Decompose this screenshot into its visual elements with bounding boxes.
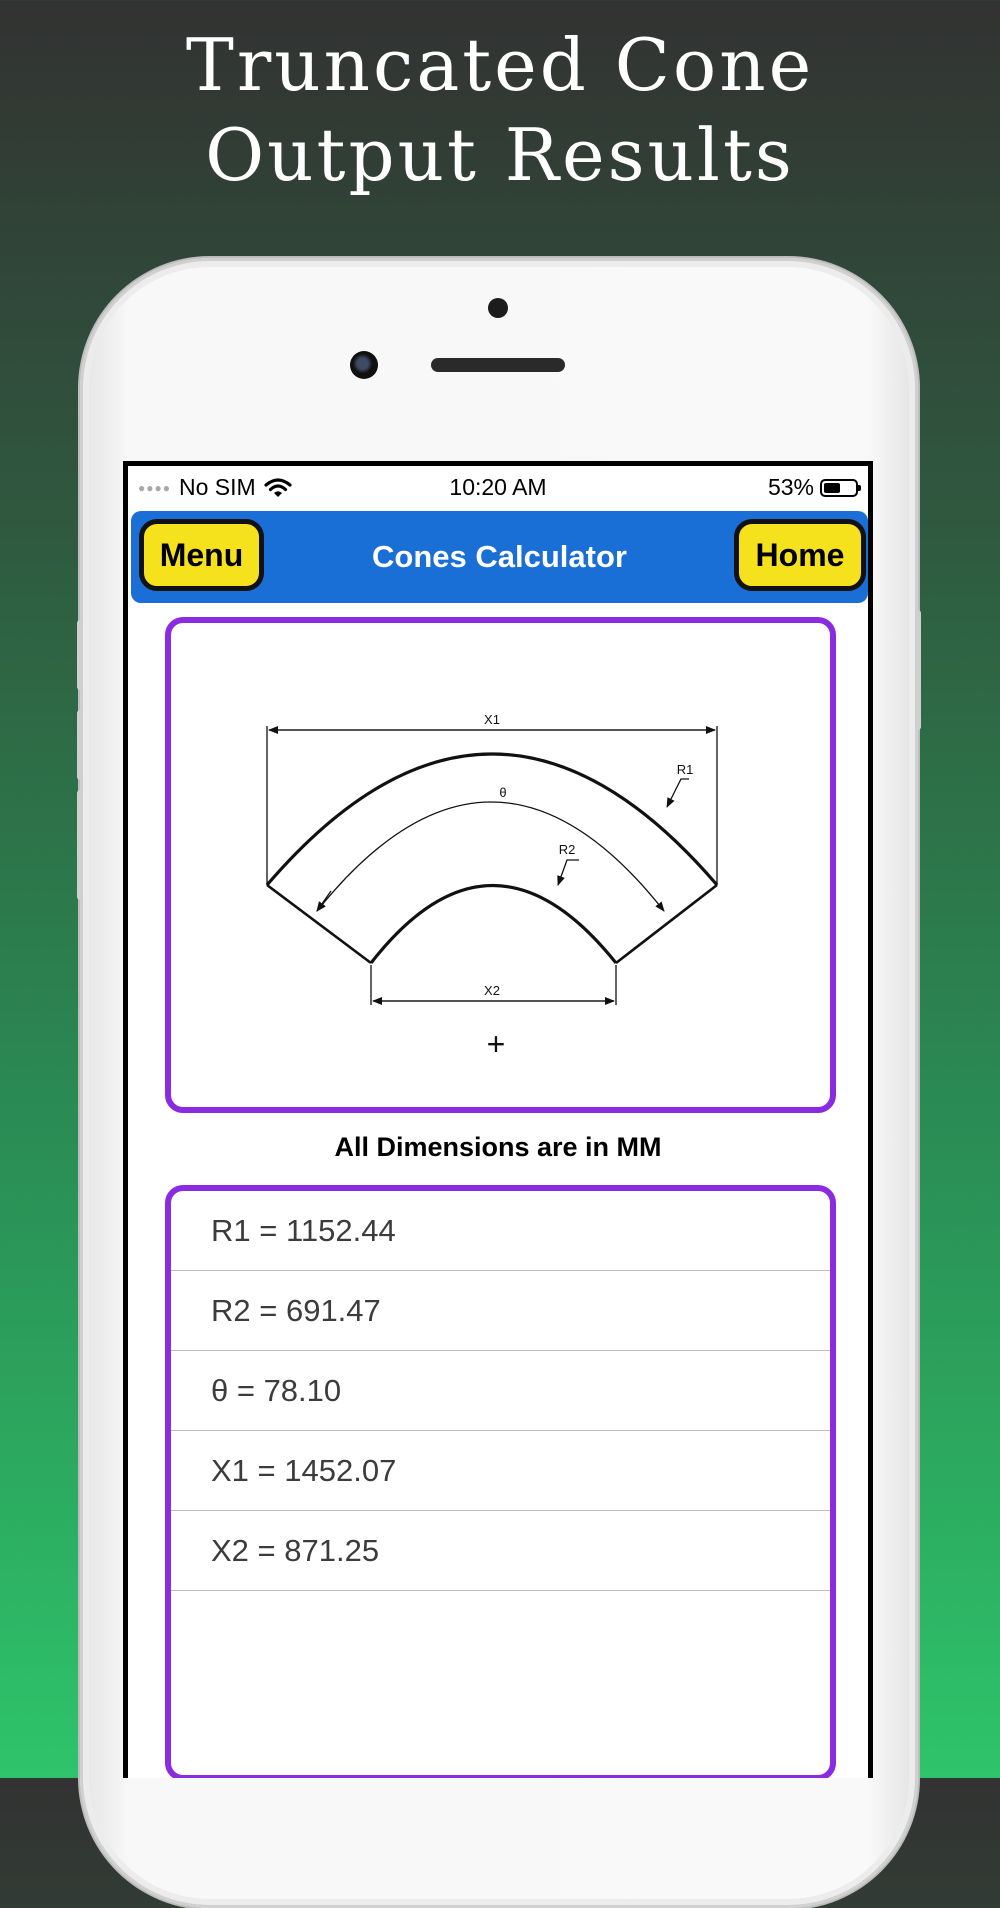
result-x1: X1 = 1452.07 <box>171 1431 830 1511</box>
outer-arc <box>267 754 717 885</box>
proximity-sensor <box>488 298 508 318</box>
app-screen <box>128 466 868 1778</box>
headline-line-1: Truncated Cone <box>185 23 815 107</box>
cone-diagram-panel <box>165 617 836 1113</box>
result-r2: R2 = 691.47 <box>171 1271 830 1351</box>
right-edge <box>616 885 717 963</box>
truncated-cone-diagram <box>171 623 830 1107</box>
menu-button[interactable]: Menu <box>139 519 264 591</box>
battery-icon <box>820 479 858 497</box>
r1-label: R1 <box>676 762 694 777</box>
r2-leader <box>558 860 579 885</box>
x1-dimension-line <box>267 726 717 885</box>
signal-strength-icon: ●●●● <box>138 480 171 495</box>
earpiece-speaker <box>431 358 565 372</box>
promo-headline <box>0 20 1000 200</box>
clock: 10:20 AM <box>449 474 547 500</box>
left-edge <box>267 885 371 963</box>
r1-leader <box>667 779 689 807</box>
status-right <box>768 474 858 501</box>
inner-arc <box>371 886 616 964</box>
result-theta: θ = 78.10 <box>171 1351 830 1431</box>
x1-label: X1 <box>484 712 500 727</box>
front-camera <box>350 351 378 379</box>
x2-label: X2 <box>484 983 500 998</box>
center-mark: + <box>486 1026 506 1062</box>
r2-label: R2 <box>558 842 576 857</box>
home-button[interactable]: Home <box>734 519 866 591</box>
app-title: Cones Calculator <box>372 539 627 574</box>
phone-side-button <box>77 790 83 900</box>
headline-line-2: Output Results <box>205 113 795 197</box>
battery-percentage: 53% <box>767 474 814 500</box>
units-note: All Dimensions are in MM <box>334 1132 662 1162</box>
carrier-label: No SIM <box>179 474 256 500</box>
theta-label: θ <box>499 785 507 800</box>
result-x2: X2 = 871.25 <box>171 1511 830 1591</box>
phone-screen <box>123 461 873 1778</box>
result-r1: R1 = 1152.44 <box>171 1191 830 1271</box>
phone-side-button <box>77 620 83 690</box>
status-bar <box>128 466 868 506</box>
phone-side-button <box>915 610 921 730</box>
theta-arc <box>317 802 664 911</box>
results-list <box>165 1185 836 1778</box>
navigation-bar <box>131 511 868 603</box>
phone-side-button <box>77 710 83 780</box>
